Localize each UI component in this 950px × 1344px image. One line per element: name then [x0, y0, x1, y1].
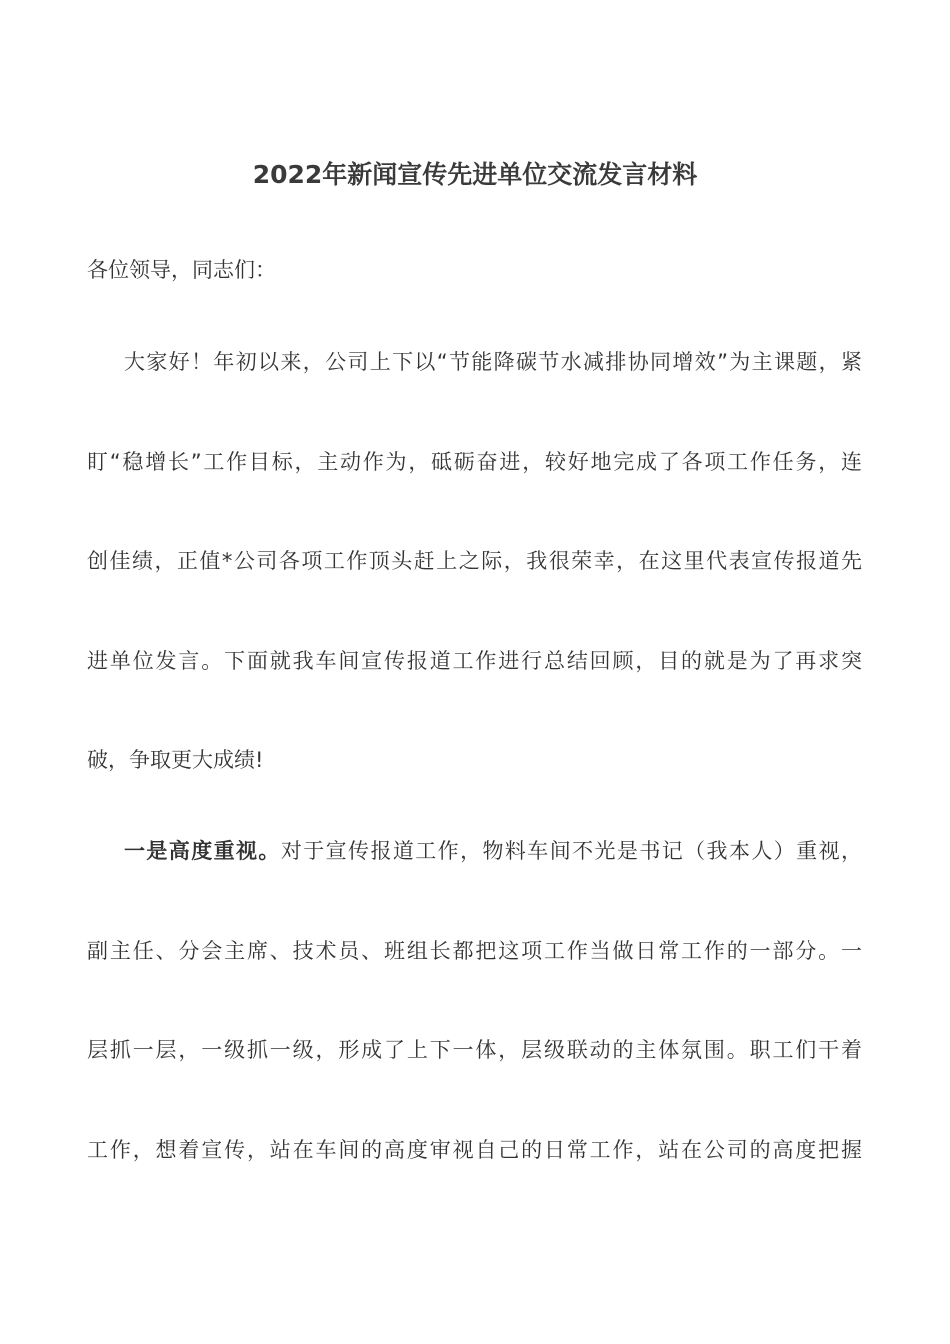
paragraph-2-lead: 一是高度重视。	[124, 839, 281, 863]
paragraph-2-line-2: 副主任、分会主席、技术员、班组长都把这项工作当做日常工作的一部分。一	[87, 939, 862, 963]
paragraph-1-line-1: 大家好！年初以来，公司上下以“节能降碳节水减排协同增效”为主课题，紧	[124, 350, 862, 374]
salutation: 各位领导，同志们：	[87, 258, 276, 282]
paragraph-2-line-1	[87, 836, 862, 866]
document-title: 2022年新闻宣传先进单位交流发言材料	[252, 160, 698, 189]
paragraph-1-line-2: 盯“稳增长”工作目标，主动作为，砥砺奋进，较好地完成了各项工作任务，连	[87, 450, 862, 474]
paragraph-2-first-line-text: 对于宣传报道工作，物料车间不光是书记（我本人）重视，	[280, 839, 862, 863]
paragraph-2-line-3: 层抓一层，一级抓一级，形成了上下一体，层级联动的主体氛围。职工们干着	[87, 1038, 862, 1062]
paragraph-1-line-5: 破，争取更大成绩!	[87, 748, 264, 772]
paragraph-1-line-3: 创佳绩，正值*公司各项工作顶头赶上之际，我很荣幸，在这里代表宣传报道先	[87, 549, 862, 573]
paragraph-2-line-4: 工作，想着宣传，站在车间的高度审视自己的日常工作，站在公司的高度把握	[87, 1138, 862, 1162]
paragraph-1-line-4: 进单位发言。下面就我车间宣传报道工作进行总结回顾，目的就是为了再求突	[87, 649, 862, 673]
